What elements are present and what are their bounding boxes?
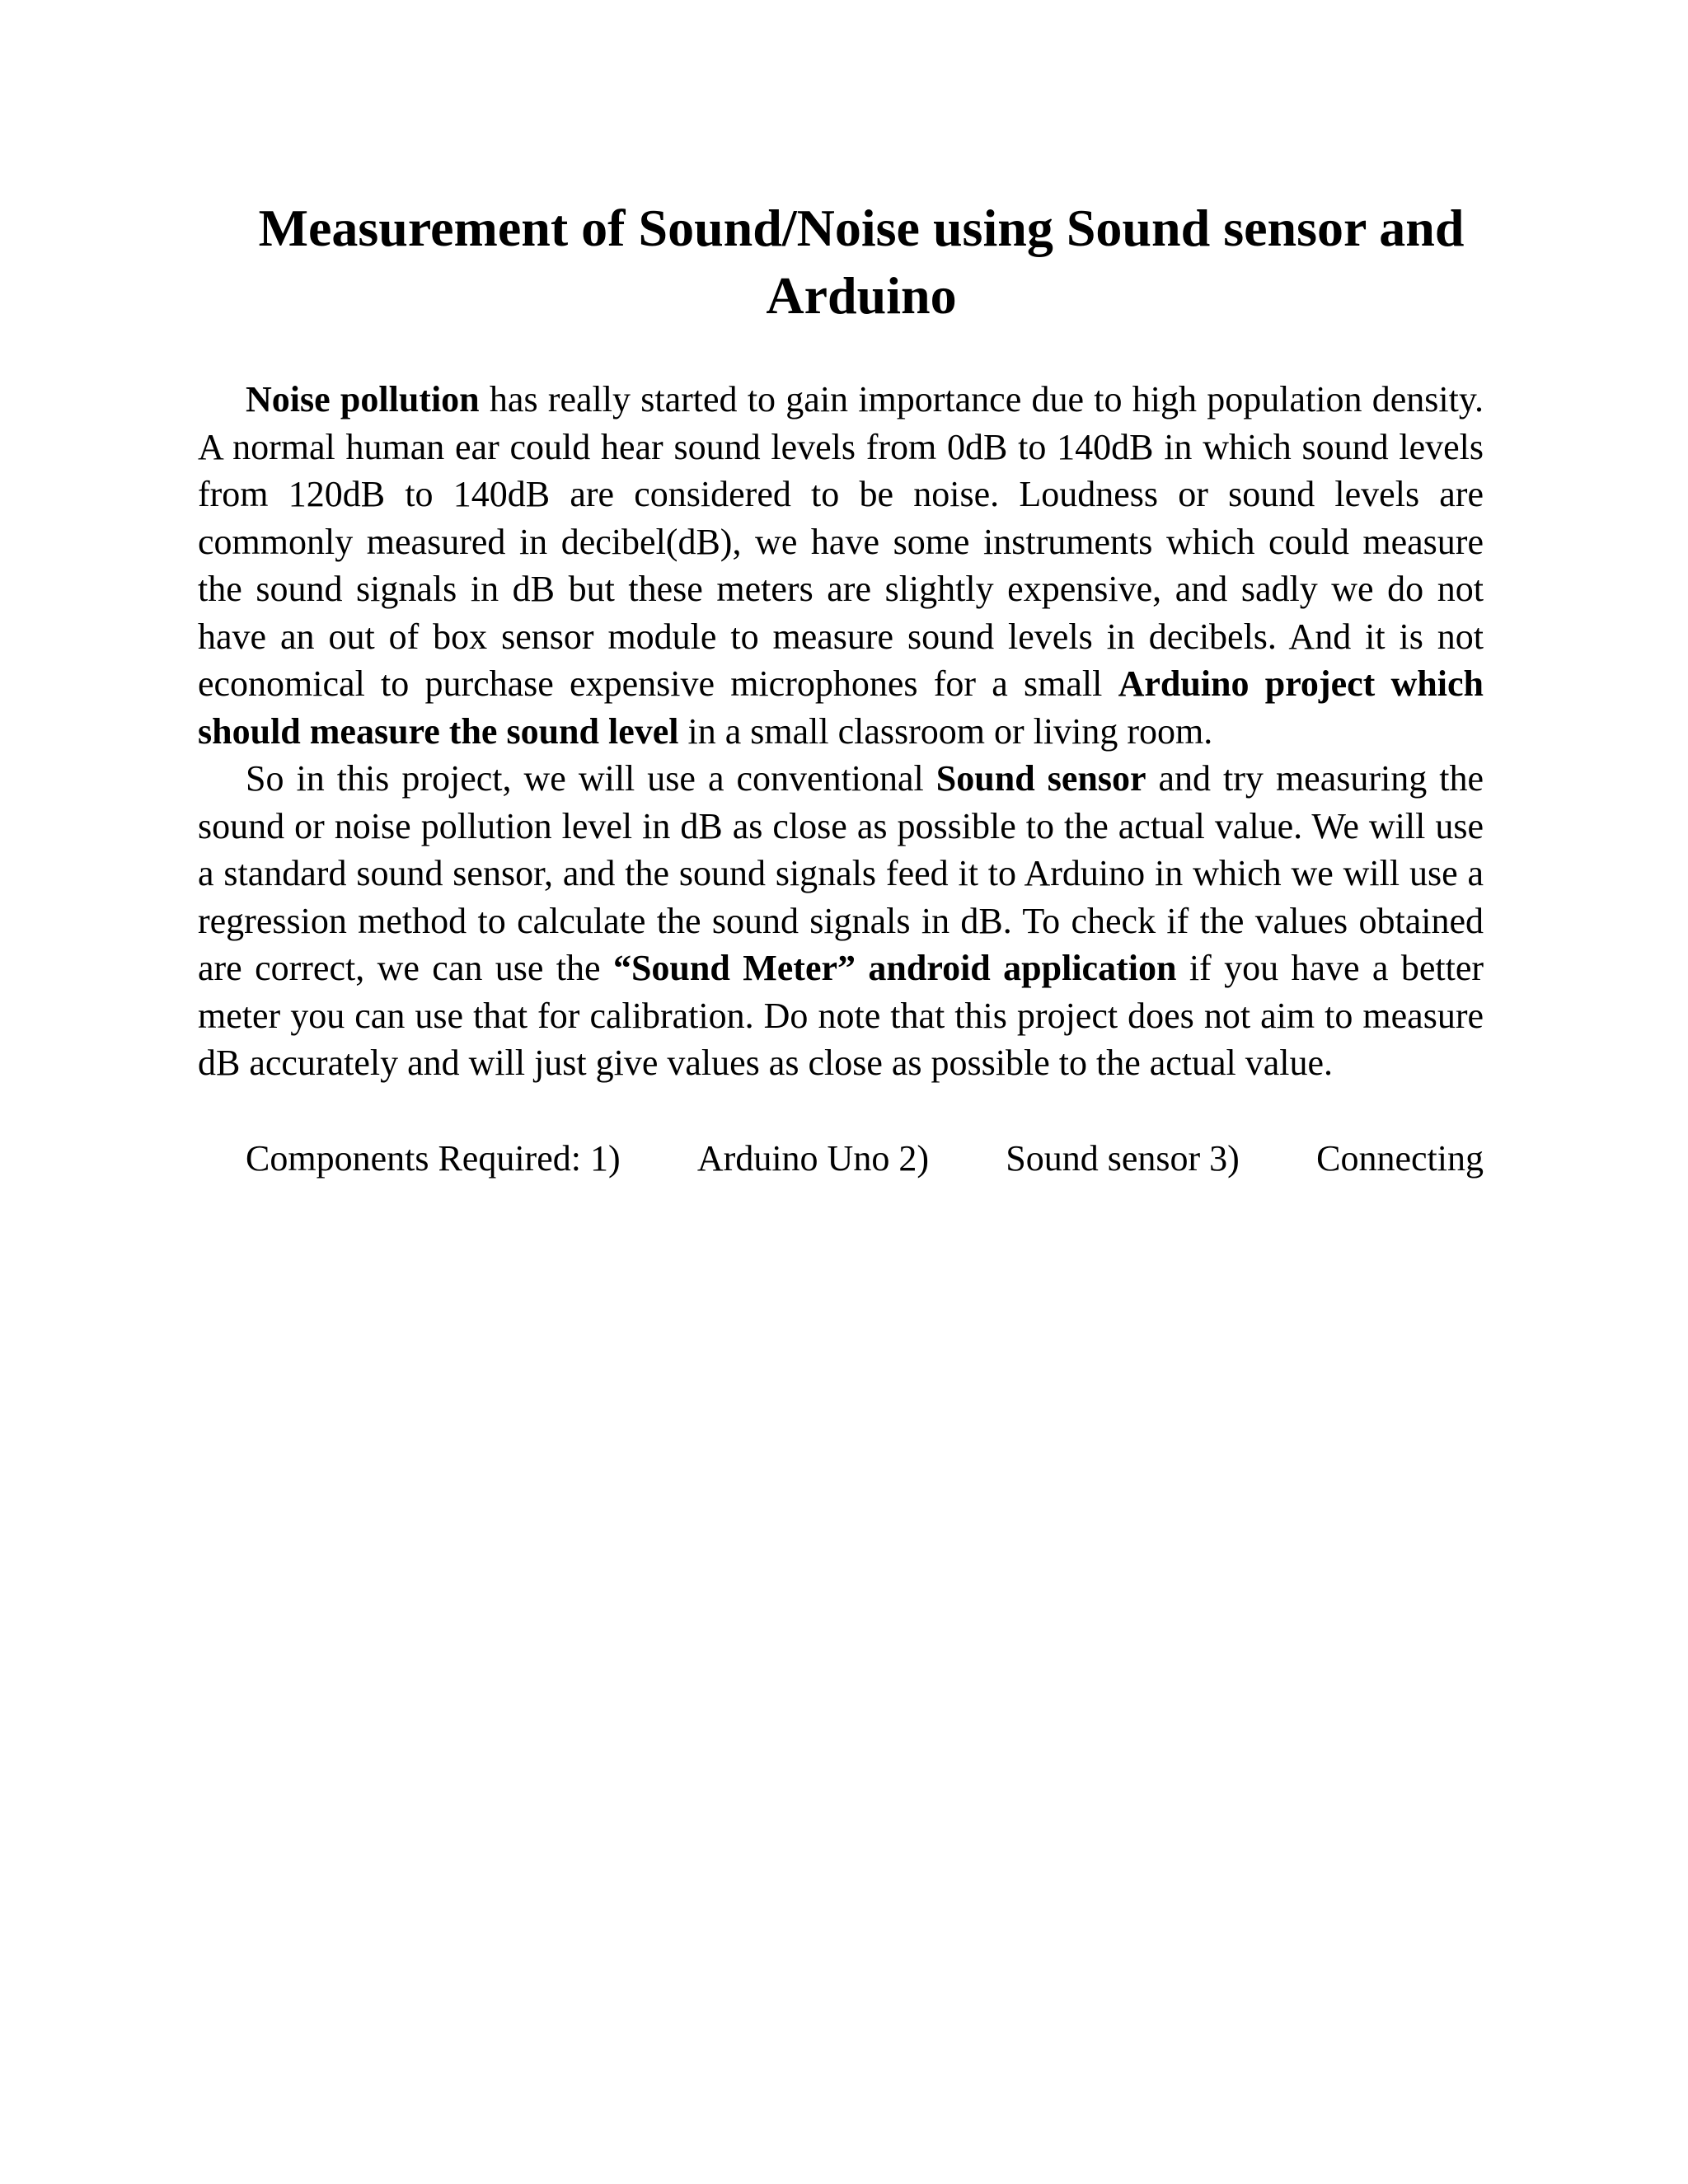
paragraph-noise-pollution (198, 376, 1484, 755)
component-item-connecting: Connecting (1316, 1137, 1484, 1179)
document-title: Measurement of Sound/Noise using Sound sensor and Arduino (258, 199, 1465, 325)
bold-sound-sensor: Sound sensor (935, 758, 1146, 799)
paragraph2-text-a: So in this project, we will use a conventional (246, 758, 936, 799)
bold-arduino-project: Arduino project which should measure the sound level (198, 663, 1484, 752)
components-label: Components Required: 1) (246, 1137, 621, 1179)
paragraph1-text-a: has really started to gain importance due to high population density. A normal human ear could hear sound levels from 0dB to 140dB in which sound levels from 120dB to 140dB are considered to be noise. Loudness or sound levels are commonly measured in decibel(dB), we have some instruments which could measure the sound signals in dB but these meters are slightly expensive, and sadly we do not have an out of box sensor module to measure sound levels in decibels. And it is not economical to purchase expensive microphones for a small (198, 379, 1484, 704)
component-item-sound-sensor: Sound sensor 3) (1006, 1137, 1240, 1179)
paragraph2-text-c: and try measuring the sound or noise pollution level in dB as close as possible to the actual value. We will use a standard sound sensor, and the sound signals feed it to Arduino in which we will use a regression method to calculate the sound signals in dB. To check if the values obtained are correct, we can use the (198, 758, 1484, 988)
components-required-line (198, 1135, 1484, 1183)
paragraph-project-description (198, 755, 1484, 1087)
component-item-arduino-uno: Arduino Uno 2) (696, 1137, 929, 1179)
bold-noise-pollution: Noise pollution (246, 379, 480, 419)
document-page (198, 194, 1484, 1182)
paragraph2-text-e: if you have a better meter you can use that for calibration. Do note that this project does not aim to measure dB accurately and will just give values as close as possible to the actual value. (198, 948, 1484, 1083)
bold-sound-meter-app: “Sound Meter” android application (612, 948, 1177, 988)
paragraph1-text-c: in a small classroom or living room. (678, 710, 1213, 752)
